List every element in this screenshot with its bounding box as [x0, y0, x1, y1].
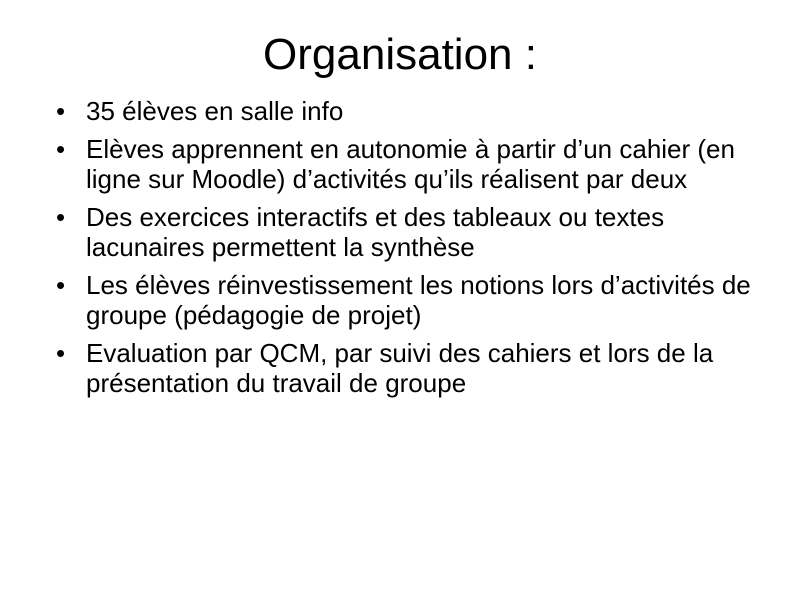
bullet-text: Les élèves réinvestissement les notions lors d’activités de groupe (pédagogie de projet)	[86, 270, 751, 330]
bullet-point-icon: •	[56, 270, 66, 300]
bullet-text: 35 élèves en salle info	[86, 96, 344, 126]
bullet-point-icon: •	[56, 338, 66, 368]
bullet-text: Elèves apprennent en autonomie à partir d’un cahier (en ligne sur Moodle) d’activités qu’ils réalisent par deux	[86, 134, 735, 194]
bullet-item	[50, 338, 775, 398]
bullet-item	[50, 96, 775, 126]
slide-title: Organisation :	[263, 30, 537, 79]
bullet-point-icon: •	[56, 134, 66, 164]
bullet-text: Evaluation par QCM, par suivi des cahiers et lors de la présentation du travail de groupe	[86, 338, 714, 398]
bullet-item	[50, 270, 775, 330]
bullet-point-icon: •	[56, 202, 66, 232]
bullet-list	[50, 96, 775, 406]
bullet-point-icon: •	[56, 96, 66, 126]
bullet-item	[50, 134, 775, 194]
bullet-item	[50, 202, 775, 262]
bullet-text: Des exercices interactifs et des tableaux ou textes lacunaires permettent la synthèse	[86, 202, 665, 262]
